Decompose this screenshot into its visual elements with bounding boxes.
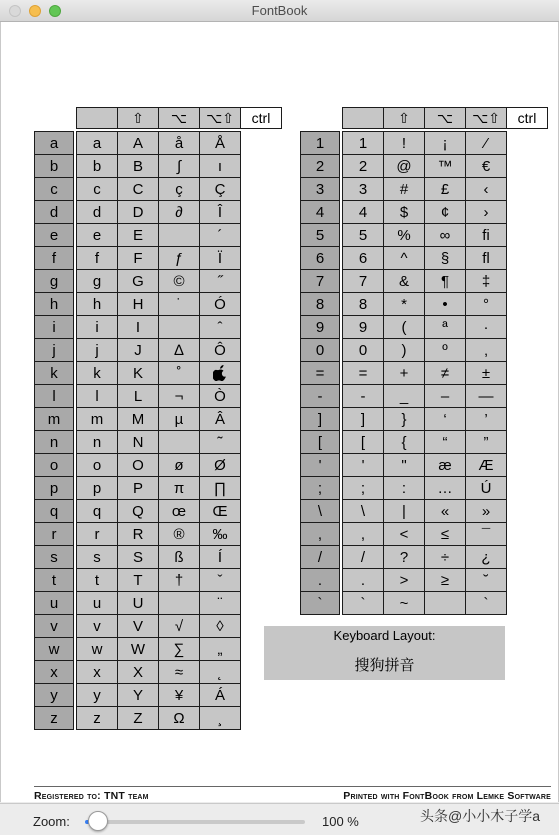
key-label: ]: [300, 407, 340, 431]
char-cell-shift: #: [383, 177, 425, 201]
key-label: u: [34, 591, 74, 615]
char-cell-option-shift: €: [465, 154, 507, 178]
char-cell-plain: g: [76, 269, 118, 293]
char-cell-option: ƒ: [158, 246, 200, 270]
char-cell-option-shift: ›: [465, 200, 507, 224]
char-cell-plain: h: [76, 292, 118, 316]
key-label: -: [300, 384, 340, 408]
char-cell-shift: +: [383, 361, 425, 385]
char-cell-option-shift: Ô: [199, 338, 241, 362]
char-cell-option-shift: `: [465, 591, 507, 615]
key-label: v: [34, 614, 74, 638]
char-cell-option-shift: Ó: [199, 292, 241, 316]
key-label: f: [34, 246, 74, 270]
char-cell-shift: G: [117, 269, 159, 293]
char-cell-option-shift: Ø: [199, 453, 241, 477]
char-cell-option-shift: ˜: [199, 430, 241, 454]
char-cell-option: ÷: [424, 545, 466, 569]
char-cell-option-shift: ‰: [199, 522, 241, 546]
header-option-shift: ⌥⇧: [465, 107, 507, 129]
char-cell-plain: 0: [342, 338, 384, 362]
window-title: FontBook: [251, 3, 308, 18]
key-label: n: [34, 430, 74, 454]
char-cell-plain: v: [76, 614, 118, 638]
char-cell-shift: L: [117, 384, 159, 408]
char-cell-option-shift: ˆ: [199, 315, 241, 339]
char-cell-shift: _: [383, 384, 425, 408]
char-cell-shift: $: [383, 200, 425, 224]
char-cell-plain: `: [342, 591, 384, 615]
char-cell-plain: 6: [342, 246, 384, 270]
key-label: g: [34, 269, 74, 293]
char-cell-option: º: [424, 338, 466, 362]
zoom-slider[interactable]: [85, 820, 305, 824]
char-cell-shift: ^: [383, 246, 425, 270]
char-cell-shift: ?: [383, 545, 425, 569]
char-cell-option-shift: ⁄: [465, 131, 507, 155]
char-cell-plain: ,: [342, 522, 384, 546]
char-cell-shift: Z: [117, 706, 159, 730]
key-label: /: [300, 545, 340, 569]
char-cell-shift: C: [117, 177, 159, 201]
char-cell-option: ∫: [158, 154, 200, 178]
char-cell-plain: ;: [342, 476, 384, 500]
key-label: y: [34, 683, 74, 707]
key-label: 7: [300, 269, 340, 293]
key-label: t: [34, 568, 74, 592]
char-cell-option: π: [158, 476, 200, 500]
key-label: .: [300, 568, 340, 592]
char-cell-option-shift: ”: [465, 430, 507, 454]
key-label: q: [34, 499, 74, 523]
char-cell-option-shift: —: [465, 384, 507, 408]
header-option: ⌥: [424, 107, 466, 129]
char-cell-option: ≈: [158, 660, 200, 684]
registered-text: Registered to: TNT team: [34, 790, 149, 802]
key-label: 5: [300, 223, 340, 247]
char-cell-option-shift: Î: [199, 200, 241, 224]
char-cell-plain: 9: [342, 315, 384, 339]
key-label: k: [34, 361, 74, 385]
char-cell-option: ø: [158, 453, 200, 477]
char-cell-shift: X: [117, 660, 159, 684]
char-cell-option-shift: ’: [465, 407, 507, 431]
char-cell-plain: s: [76, 545, 118, 569]
char-cell-option-shift: Œ: [199, 499, 241, 523]
char-cell-option-shift: ¯: [465, 522, 507, 546]
char-cell-plain: \: [342, 499, 384, 523]
char-cell-option-shift: »: [465, 499, 507, 523]
key-label: 4: [300, 200, 340, 224]
header-blank: [342, 107, 384, 129]
footer-divider: [34, 786, 551, 787]
char-cell-plain: n: [76, 430, 118, 454]
char-cell-option: ™: [424, 154, 466, 178]
header-blank: [76, 107, 118, 129]
char-cell-plain: 5: [342, 223, 384, 247]
char-cell-shift: B: [117, 154, 159, 178]
char-cell-option-shift: Ò: [199, 384, 241, 408]
char-cell-shift: |: [383, 499, 425, 523]
char-cell-option-shift: Ç: [199, 177, 241, 201]
key-label: c: [34, 177, 74, 201]
char-cell-plain: 1: [342, 131, 384, 155]
char-cell-shift: >: [383, 568, 425, 592]
char-cell-option-shift: [199, 361, 241, 385]
char-cell-shift: (: [383, 315, 425, 339]
char-cell-plain: r: [76, 522, 118, 546]
char-cell-option: ¡: [424, 131, 466, 155]
char-cell-option: Ω: [158, 706, 200, 730]
char-cell-option: ©: [158, 269, 200, 293]
char-cell-plain: ]: [342, 407, 384, 431]
char-cell-option: †: [158, 568, 200, 592]
char-cell-option: §: [424, 246, 466, 270]
char-cell-option-shift: Å: [199, 131, 241, 155]
key-label: 3: [300, 177, 340, 201]
char-cell-option-shift: ı: [199, 154, 241, 178]
key-label: 9: [300, 315, 340, 339]
char-cell-plain: x: [76, 660, 118, 684]
char-cell-plain: b: [76, 154, 118, 178]
char-cell-option-shift: °: [465, 292, 507, 316]
char-cell-option: ∂: [158, 200, 200, 224]
key-label: z: [34, 706, 74, 730]
char-cell-option-shift: Ú: [465, 476, 507, 500]
key-label: ;: [300, 476, 340, 500]
watermark-text: 头条@小小木子学a: [420, 808, 540, 824]
header-option: ⌥: [158, 107, 200, 129]
char-cell-shift: J: [117, 338, 159, 362]
char-cell-shift: U: [117, 591, 159, 615]
zoom-slider-thumb[interactable]: [88, 811, 108, 831]
char-cell-shift: W: [117, 637, 159, 661]
char-cell-option: [424, 591, 466, 615]
char-cell-shift: ~: [383, 591, 425, 615]
char-cell-option: [158, 591, 200, 615]
char-cell-option-shift: ¸: [199, 706, 241, 730]
char-cell-plain: f: [76, 246, 118, 270]
char-cell-option: ≠: [424, 361, 466, 385]
char-cell-plain: =: [342, 361, 384, 385]
key-label: ,: [300, 522, 340, 546]
char-cell-option-shift: ‚: [465, 338, 507, 362]
key-label: \: [300, 499, 340, 523]
key-label: `: [300, 591, 340, 615]
char-cell-option: µ: [158, 407, 200, 431]
char-cell-plain: k: [76, 361, 118, 385]
header-ctrl: ctrl: [506, 107, 548, 129]
char-cell-plain: /: [342, 545, 384, 569]
key-label: 6: [300, 246, 340, 270]
char-cell-option: –: [424, 384, 466, 408]
char-cell-option-shift: ¨: [199, 591, 241, 615]
char-cell-shift: !: [383, 131, 425, 155]
char-cell-shift: A: [117, 131, 159, 155]
char-cell-option: ß: [158, 545, 200, 569]
char-cell-option: ∞: [424, 223, 466, 247]
key-label: 0: [300, 338, 340, 362]
header-option-shift: ⌥⇧: [199, 107, 241, 129]
char-cell-shift: O: [117, 453, 159, 477]
char-cell-plain: m: [76, 407, 118, 431]
key-label: h: [34, 292, 74, 316]
title-bar: [0, 0, 559, 22]
char-cell-option-shift: Â: [199, 407, 241, 431]
char-cell-plain: -: [342, 384, 384, 408]
char-cell-shift: I: [117, 315, 159, 339]
char-cell-shift: :: [383, 476, 425, 500]
char-cell-option: æ: [424, 453, 466, 477]
char-cell-shift: }: [383, 407, 425, 431]
key-label: =: [300, 361, 340, 385]
keyboard-layout-label: Keyboard Layout:: [333, 628, 436, 643]
char-cell-shift: D: [117, 200, 159, 224]
char-cell-option-shift: „: [199, 637, 241, 661]
char-cell-option: ˚: [158, 361, 200, 385]
char-cell-plain: u: [76, 591, 118, 615]
char-cell-option: œ: [158, 499, 200, 523]
char-cell-option: å: [158, 131, 200, 155]
char-cell-option-shift: Á: [199, 683, 241, 707]
key-label: 2: [300, 154, 340, 178]
char-cell-shift: N: [117, 430, 159, 454]
char-cell-plain: e: [76, 223, 118, 247]
char-cell-option-shift: ◊: [199, 614, 241, 638]
char-cell-plain: z: [76, 706, 118, 730]
char-cell-plain: j: [76, 338, 118, 362]
char-cell-shift: M: [117, 407, 159, 431]
char-cell-shift: E: [117, 223, 159, 247]
char-cell-shift: S: [117, 545, 159, 569]
keyboard-layout-box: [264, 626, 505, 680]
char-cell-shift: K: [117, 361, 159, 385]
char-cell-plain: ': [342, 453, 384, 477]
char-cell-plain: 2: [342, 154, 384, 178]
char-cell-option: [158, 223, 200, 247]
char-cell-plain: [: [342, 430, 384, 454]
key-label: p: [34, 476, 74, 500]
char-cell-option: ˙: [158, 292, 200, 316]
char-cell-option-shift: ·: [465, 315, 507, 339]
char-cell-option: ∆: [158, 338, 200, 362]
apple-logo-icon: [213, 365, 227, 381]
char-cell-option: ≥: [424, 568, 466, 592]
key-label: a: [34, 131, 74, 155]
char-cell-shift: P: [117, 476, 159, 500]
char-cell-option-shift: ˇ: [199, 568, 241, 592]
char-cell-plain: q: [76, 499, 118, 523]
char-cell-option-shift: ‹: [465, 177, 507, 201]
key-label: e: [34, 223, 74, 247]
char-cell-plain: 3: [342, 177, 384, 201]
char-cell-option: ‘: [424, 407, 466, 431]
char-cell-shift: Q: [117, 499, 159, 523]
char-cell-shift: Y: [117, 683, 159, 707]
key-label: ': [300, 453, 340, 477]
char-cell-plain: d: [76, 200, 118, 224]
key-label: l: [34, 384, 74, 408]
char-cell-option: [158, 315, 200, 339]
char-cell-shift: &: [383, 269, 425, 293]
zoom-value: 100 %: [322, 814, 359, 829]
char-cell-option-shift: ´: [199, 223, 241, 247]
char-cell-plain: c: [76, 177, 118, 201]
char-cell-option: …: [424, 476, 466, 500]
header-shift: ⇧: [383, 107, 425, 129]
key-label: w: [34, 637, 74, 661]
char-cell-plain: 4: [342, 200, 384, 224]
char-cell-option: ¬: [158, 384, 200, 408]
char-cell-shift: H: [117, 292, 159, 316]
char-cell-option: £: [424, 177, 466, 201]
char-cell-option: “: [424, 430, 466, 454]
char-cell-option-shift: ˝: [199, 269, 241, 293]
char-cell-plain: .: [342, 568, 384, 592]
key-label: o: [34, 453, 74, 477]
char-cell-shift: {: [383, 430, 425, 454]
char-cell-option-shift: Æ: [465, 453, 507, 477]
char-cell-plain: 8: [342, 292, 384, 316]
char-cell-option-shift: ‡: [465, 269, 507, 293]
key-label: x: [34, 660, 74, 684]
char-cell-option: «: [424, 499, 466, 523]
key-label: j: [34, 338, 74, 362]
char-cell-option: ®: [158, 522, 200, 546]
char-cell-option-shift: ﬁ: [465, 223, 507, 247]
char-cell-option: ¥: [158, 683, 200, 707]
char-cell-option: ¶: [424, 269, 466, 293]
char-cell-option: •: [424, 292, 466, 316]
char-cell-plain: o: [76, 453, 118, 477]
char-cell-option-shift: Ï: [199, 246, 241, 270]
zoom-label: Zoom:: [33, 814, 70, 829]
char-cell-option: ¢: [424, 200, 466, 224]
char-cell-shift: V: [117, 614, 159, 638]
key-label: [: [300, 430, 340, 454]
char-cell-option-shift: ﬂ: [465, 246, 507, 270]
char-cell-plain: p: [76, 476, 118, 500]
keyboard-layout-value: 搜狗拼音: [354, 657, 415, 674]
header-ctrl: ctrl: [240, 107, 282, 129]
char-cell-option-shift: ¿: [465, 545, 507, 569]
char-cell-shift: @: [383, 154, 425, 178]
char-cell-shift: F: [117, 246, 159, 270]
key-label: d: [34, 200, 74, 224]
char-cell-plain: a: [76, 131, 118, 155]
char-cell-plain: 7: [342, 269, 384, 293]
header-shift: ⇧: [117, 107, 159, 129]
char-cell-shift: R: [117, 522, 159, 546]
char-cell-option: ç: [158, 177, 200, 201]
char-cell-plain: l: [76, 384, 118, 408]
char-cell-option-shift: Í: [199, 545, 241, 569]
key-label: i: [34, 315, 74, 339]
char-cell-shift: %: [383, 223, 425, 247]
key-label: 1: [300, 131, 340, 155]
key-label: b: [34, 154, 74, 178]
char-cell-shift: ": [383, 453, 425, 477]
char-cell-option: √: [158, 614, 200, 638]
key-label: 8: [300, 292, 340, 316]
char-cell-plain: t: [76, 568, 118, 592]
key-label: s: [34, 545, 74, 569]
char-cell-option: ∑: [158, 637, 200, 661]
char-cell-plain: i: [76, 315, 118, 339]
char-cell-shift: T: [117, 568, 159, 592]
key-label: r: [34, 522, 74, 546]
char-cell-option: ≤: [424, 522, 466, 546]
char-cell-option-shift: ∏: [199, 476, 241, 500]
char-cell-option-shift: ±: [465, 361, 507, 385]
char-cell-shift: <: [383, 522, 425, 546]
char-cell-option: [158, 430, 200, 454]
char-cell-shift: ): [383, 338, 425, 362]
char-cell-option-shift: ˛: [199, 660, 241, 684]
printed-text: Printed with FontBook from Lemke Software: [343, 790, 551, 802]
char-cell-plain: y: [76, 683, 118, 707]
char-cell-shift: *: [383, 292, 425, 316]
key-label: m: [34, 407, 74, 431]
char-cell-option-shift: ˘: [465, 568, 507, 592]
char-cell-plain: w: [76, 637, 118, 661]
char-cell-option: ª: [424, 315, 466, 339]
